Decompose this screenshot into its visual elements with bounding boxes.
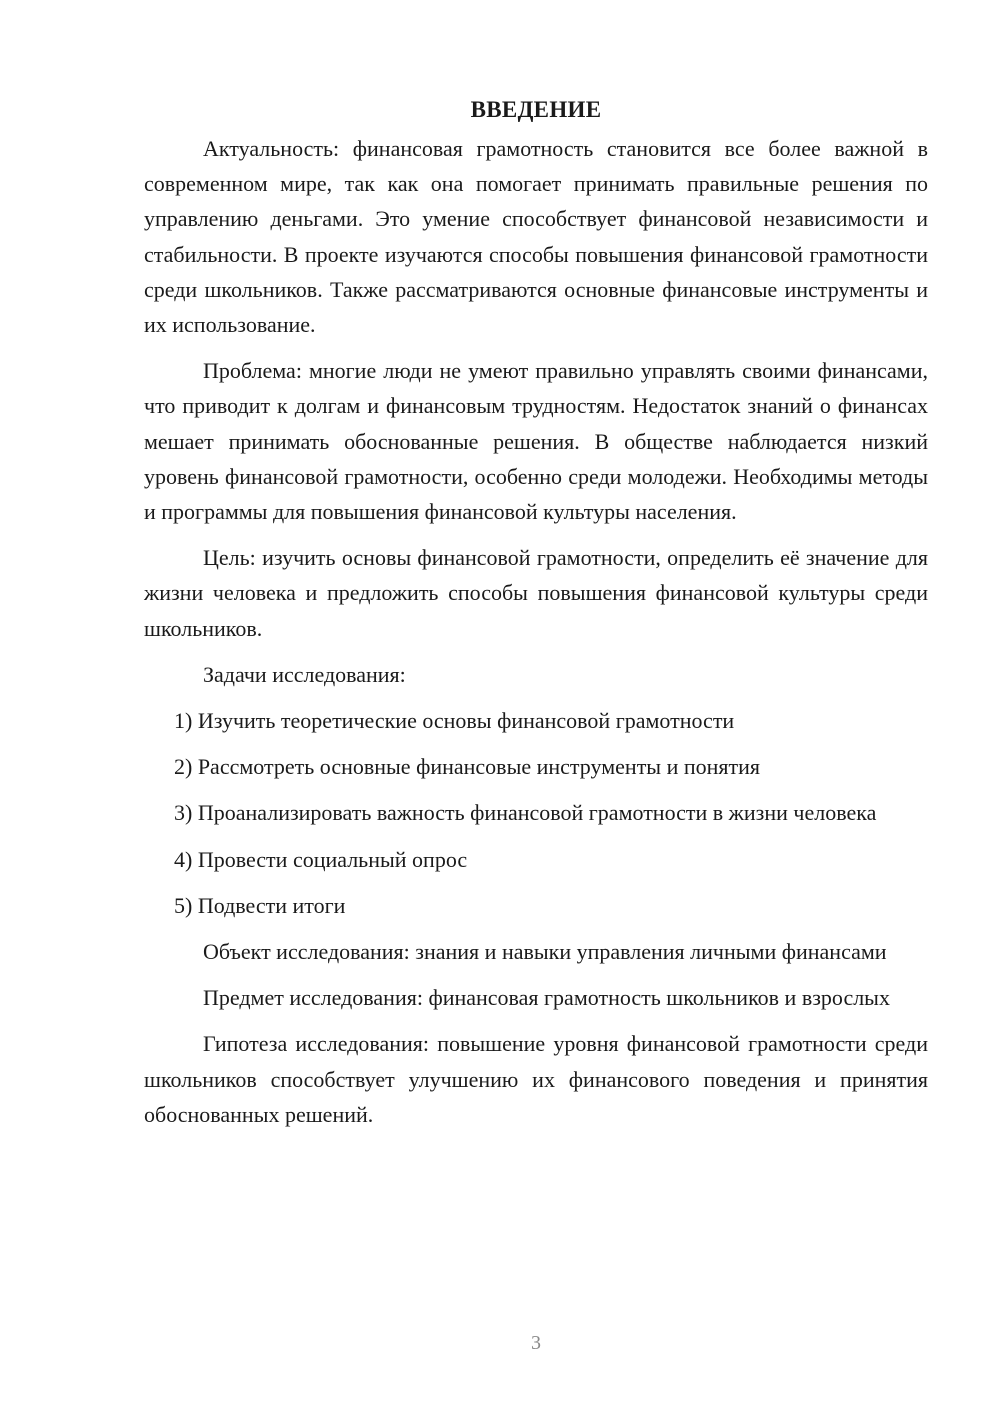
tasks-list: [144, 703, 928, 923]
relevance-paragraph: Актуальность: финансовая грамотность становится все более важной в современном мире, так как она помогает принимать правильные решения по управлению деньгами. Это умение способствует финансовой независимости и стабильности. В проекте изучаются способы повышения финансовой грамотности среди школьников. Также рассматриваются основные финансовые инструменты и их использование.: [144, 136, 928, 338]
task-item: 1) Изучить теоретические основы финансовой грамотности: [174, 708, 735, 734]
task-item: 5) Подвести итоги: [174, 892, 346, 918]
task-item: 2) Рассмотреть основные финансовые инструменты и понятия: [174, 754, 761, 780]
section-title: ВВЕДЕНИЕ: [470, 97, 602, 122]
document-page: [144, 92, 928, 1143]
tasks-heading: Задачи исследования:: [203, 661, 406, 687]
problem-paragraph: Проблема: многие люди не умеют правильно управлять своими финансами, что приводит к долгам и финансовым трудностям. Недостаток знаний о финансах мешает принимать обоснованные решения. В обществе наблюдается низкий уровень финансовой грамотности, особенно среди молодежи. Необходимы методы и программы для повышения финансовой культуры населения.: [144, 358, 928, 525]
task-item: 4) Провести социальный опрос: [174, 846, 468, 872]
task-item: 3) Проанализировать важность финансовой грамотности в жизни человека: [174, 800, 877, 826]
goal-paragraph: Цель: изучить основы финансовой грамотности, определить её значение для жизни человека и предложить способы повышения финансовой культуры среди школьников.: [144, 545, 928, 641]
hypothesis-paragraph: Гипотеза исследования: повышение уровня финансовой грамотности среди школьников способствует улучшению их финансового поведения и принятия обоснованных решений.: [144, 1031, 928, 1127]
object-paragraph: Объект исследования: знания и навыки управления личными финансами: [203, 939, 887, 965]
page-number: 3: [531, 1332, 541, 1354]
subject-paragraph: Предмет исследования: финансовая грамотность школьников и взрослых: [203, 985, 890, 1011]
